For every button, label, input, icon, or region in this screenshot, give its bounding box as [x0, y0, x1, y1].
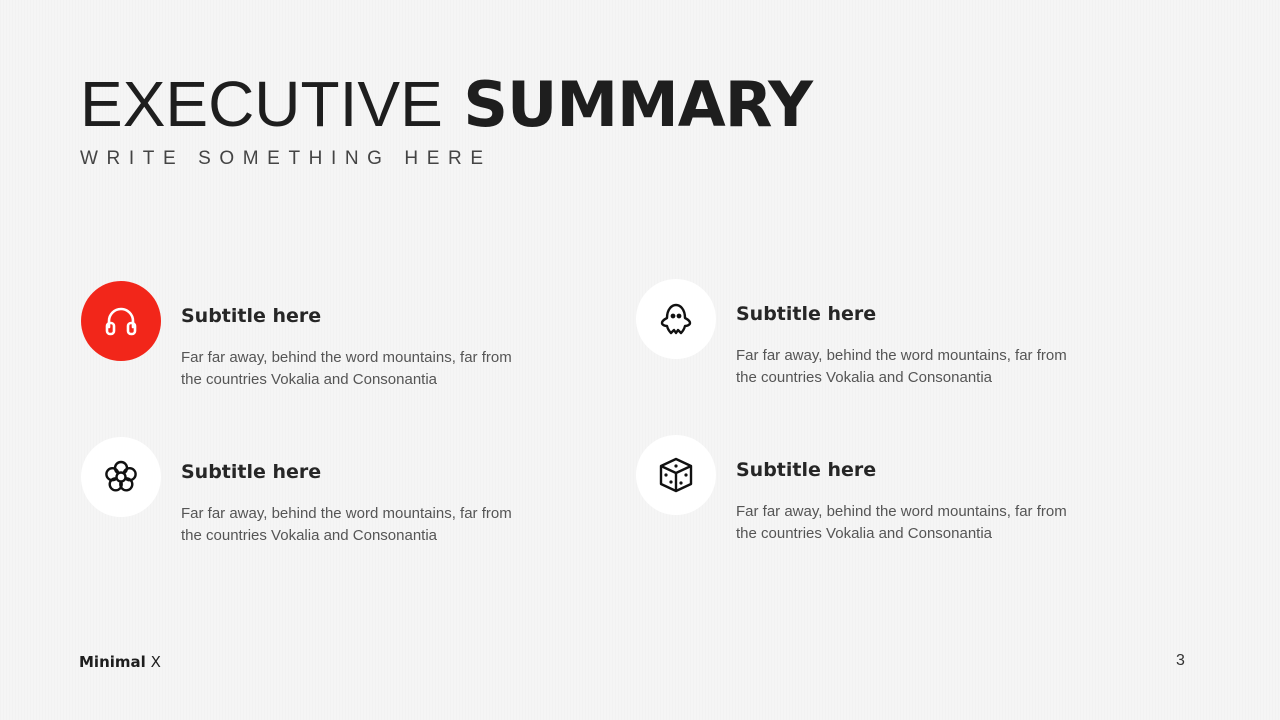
feature-title: Subtitle here — [181, 305, 322, 327]
feature-description: Far far away, behind the word mountains, far from the countries Vokalia and Consonantia — [181, 349, 512, 388]
feature-title: Subtitle here — [181, 461, 322, 483]
title-light-part: EXECUTIVE — [80, 68, 443, 140]
footer-brand — [79, 653, 161, 671]
feature-title: Subtitle here — [736, 303, 877, 325]
headphones-icon — [101, 301, 141, 341]
feature-item — [636, 435, 1106, 555]
dice-icon — [656, 455, 696, 495]
feature-item — [636, 279, 1106, 399]
brand-bold: Minimal — [79, 653, 146, 671]
brand-light: X — [150, 653, 161, 671]
flower-icon — [101, 457, 141, 497]
page-title — [80, 68, 812, 141]
ghost-icon — [656, 299, 696, 339]
feature-item — [81, 281, 551, 401]
title-bold-part: SUMMARY — [463, 68, 812, 141]
feature-description: Far far away, behind the word mountains, far from the countries Vokalia and Consonantia — [736, 503, 1067, 542]
page-subtitle: WRITE SOMETHING HERE — [80, 148, 492, 169]
feature-icon-badge — [636, 435, 716, 515]
feature-icon-badge — [81, 281, 161, 361]
feature-description: Far far away, behind the word mountains, far from the countries Vokalia and Consonantia — [181, 505, 512, 544]
feature-icon-badge — [81, 437, 161, 517]
feature-icon-badge — [636, 279, 716, 359]
feature-title: Subtitle here — [736, 459, 877, 481]
page-number: 3 — [1176, 652, 1185, 669]
feature-item — [81, 437, 551, 557]
feature-description: Far far away, behind the word mountains, far from the countries Vokalia and Consonantia — [736, 347, 1067, 386]
